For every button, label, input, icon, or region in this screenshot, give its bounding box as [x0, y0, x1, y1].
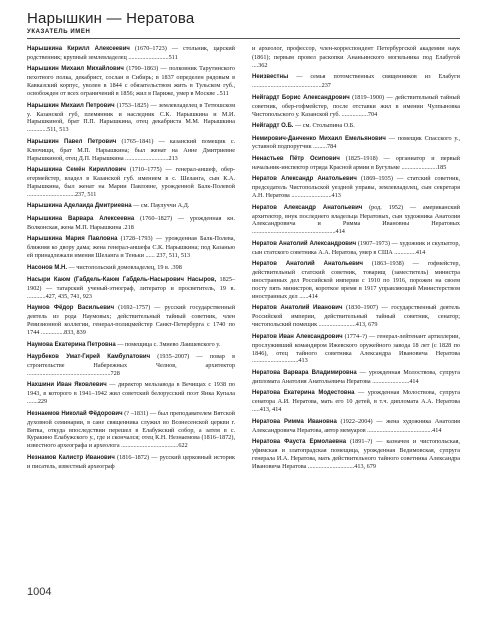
entry-name: Нератов Анатолий Анатольевич	[252, 261, 364, 268]
index-entry	[27, 166, 235, 199]
index-entry	[252, 204, 460, 237]
entry-description: — директор мельзавода в Вечищах с 1938 по 1943, в которого в 1941–1942 жил советский белорусский поэт Янка Купала	[27, 381, 235, 398]
index-column-right	[252, 45, 460, 585]
index-entry	[27, 138, 235, 163]
entry-name: Нератова Фауста Ермолаевна	[252, 439, 347, 446]
entry-pages: ..............414	[394, 248, 426, 256]
entry-name: Наумов Фёдор Васильевич	[27, 305, 115, 312]
section-label: УКАЗАТЕЛЬ ИМЕН	[27, 29, 91, 35]
entry-name: Нахшини Иван Яковлевич	[27, 382, 107, 389]
entry-pages: .............................................237	[252, 82, 331, 90]
entry-name: Насыри Каюм (Габдель-Каюм Габдель-Насырович Насыров,	[27, 277, 217, 284]
entry-pages: ......414	[299, 292, 318, 300]
index-entry	[27, 65, 235, 98]
index-entry	[252, 240, 460, 257]
entry-description: (1869–1935) — статский советник, председатель Чистопольской уездной управы, землевладелец, сын секретаря А.Н. Нератова	[252, 175, 460, 200]
entry-pages: ..............................413	[252, 357, 308, 365]
index-entry	[252, 135, 460, 152]
index-entry	[27, 304, 235, 337]
entry-pages: .....413, 414	[252, 406, 282, 414]
index-entry	[27, 264, 235, 273]
page-header	[27, 10, 460, 36]
entry-pages: ..........................................414	[367, 426, 442, 434]
index-entry	[27, 454, 235, 471]
entry-pages: ...... 237, 511, 513	[145, 252, 191, 260]
entry-name: Немирович-Данченко Михаил Емельянович	[252, 135, 386, 142]
entry-pages: ......................................................728	[27, 369, 120, 377]
entry-description: (1790–1863) — полковник Тарутинского пехотного полка, декабрист, сослан в Сибирь; в 1837 определен рядовым в Кавказский корпус, уволен в 1844 с обязательством жить в Тульском губ., освобожден от всех ограничений в 1856; жил в Париже, умер в Москве	[27, 65, 235, 98]
index-entry	[27, 341, 235, 350]
entry-pages: ........................414	[372, 377, 419, 385]
entry-description: (1765–1841) — казанский помещик с. Ключищи, брат М.П. Нарышкина; был женат на Анне Дмитриевне Нарышкиной, отец Д.П. Нарышкина	[27, 137, 236, 162]
entry-name: Нарышкин Михаил Петрович	[27, 102, 115, 109]
entry-description: (1816–1872) — русский церковный историк и писатель, известный археограф	[27, 453, 235, 470]
index-entry	[27, 410, 235, 451]
index-entry	[27, 381, 235, 406]
entry-description: (1670–1723) — стольник, царский родственник; крупный землевладелец	[27, 45, 235, 61]
index-entry	[27, 353, 235, 378]
entry-description: — урожденная Молоствова, супруга дипломата Анатолия Анатольевича Нератова	[252, 368, 460, 385]
entry-name: Нератова Римма Ивановна	[252, 418, 337, 425]
index-entry	[27, 235, 235, 260]
entry-description: — помещица с. Змиево Лаишевского у.	[115, 340, 221, 348]
entry-name: Неизвестны	[252, 74, 289, 81]
index-entry	[252, 389, 460, 414]
entry-pages: ...............833, 839	[40, 329, 86, 337]
entry-name: Нератов Анатолий Иванович	[252, 305, 343, 312]
index-entry	[252, 418, 460, 435]
index-entry	[252, 369, 460, 386]
entry-name: Наурбеков Умат-Гирей Камбулатович	[27, 354, 151, 361]
entry-name: Наумова Екатерина Петровна	[27, 341, 116, 348]
entry-pages: .......................185	[401, 163, 447, 171]
entry-description: (1935–2007) — повар в строительстве Набережных Челнов, архитектор	[27, 353, 235, 370]
entry-pages: .398	[171, 263, 182, 271]
entry-description: (1907–1973) — художник и скульптор, сын статского советника А.А. Нератова, умер в США	[252, 239, 460, 256]
entry-name: Нарышкина Аделаида Дмитриевна	[27, 203, 132, 210]
entry-description: (1710–1775) — генерал-аншеф, обер-егермейстер, владел в Казанской губ. имением в с. Шеланга, сын К.А. Нарышкина, был женат на Марии Павловне, урожденной Балк-Полевой	[27, 166, 235, 190]
entry-pages: .....................................622	[121, 442, 188, 450]
entry-description: (1922–2004) — жена художника Анатолия Александровича Нератова, автор мемуаров	[252, 417, 461, 434]
entry-name: Нарышкина Варвара Алексеевна	[27, 215, 135, 222]
entry-pages: ..........................511	[128, 53, 178, 61]
entry-name: Нейгардт О.Б.	[252, 123, 294, 130]
entry-description: 1825–1902) — татарский ученый-этнограф, литератор и просветитель, 19 в.	[27, 276, 236, 292]
entry-name: Нератова Варвара Владимировна	[252, 369, 357, 376]
index-entry	[27, 215, 235, 232]
entry-pages: ............................213	[125, 154, 178, 162]
entry-pages: .......229	[27, 398, 48, 406]
entry-name: Ненастьев Пётр Осипович	[252, 155, 340, 162]
entry-description: — помещик Спасского у., уставной подпорутчик	[252, 134, 460, 151]
entry-pages: ..............................413, 679	[307, 462, 376, 470]
entry-pages: ......................................................414	[252, 228, 345, 236]
index-entry	[27, 276, 235, 301]
entry-description: (1830–1907) — государственный деятель Российской империи, действительный тайный советник, сенатор; чистопольский помещик	[252, 304, 460, 329]
entry-description: (1863–1938) — гофмейстер, действительный статский советник, товарищ (заместитель) министра иностранных дел Российской империи с 1910 по 1916, порожен на своем посту пять министров, короткое время в 1917 управляющий Министерством иностранных дел	[252, 260, 460, 300]
entry-name: Нарышкин Михаил Михайлович	[27, 66, 124, 73]
entry-name: Нарышкина Кирилл Алексеевич	[27, 46, 130, 52]
index-entry	[252, 122, 460, 131]
entry-name: Нейгардт Борис Александрович	[252, 94, 350, 101]
index-entry	[252, 94, 460, 119]
entry-description: — см. Столыпина О.Б.	[293, 122, 355, 130]
entry-description: (1760–1827) — урожденная кн. Волконская, жена М.П. Нарышкина .218	[27, 214, 236, 231]
page-number: 1004	[27, 586, 52, 598]
header-rule	[27, 38, 460, 39]
index-column-left	[27, 45, 235, 585]
entry-pages: ..........................413	[291, 192, 341, 200]
entry-description: — урожденная Молоствова, супруга сенатора А.И. Нератова, мать его 10 детей, в т.ч. дипломата А.А. Нератова	[252, 389, 460, 406]
index-entry	[27, 202, 235, 211]
entry-name: Насонов М.Н.	[27, 264, 67, 271]
index-entry	[27, 45, 235, 62]
index-entry	[27, 102, 235, 135]
entry-pages: ........................413, 679	[318, 321, 378, 329]
entry-pages: ....362	[252, 61, 268, 69]
running-title: Нарышкин — Нератова	[27, 10, 195, 27]
index-entry	[252, 260, 460, 301]
entry-name: Нарышкина Семён Кириллович	[27, 167, 126, 174]
entry-description: (1891–?) — казначея и чистопольская, уфимская и златопрадская помещица, урожденная Ведимовская, супруга генерала И.А. Нератова, мать действительного тайного советника Александра Ивановича Нератова	[252, 438, 460, 470]
entry-name: Нарышкина Мария Павловна	[27, 236, 118, 243]
entry-name: Нератов Анатолий Александрович	[252, 240, 357, 247]
entry-pages: ...............................237, 511	[27, 190, 97, 198]
entry-pages: ............427, 435, 741, 923	[27, 292, 92, 300]
index-columns	[27, 45, 460, 585]
entry-name: Нератов Александр Анатольевич	[252, 176, 357, 183]
entry-name: Нератов Александр Анатольевич	[252, 204, 363, 211]
entry-pages: .........784	[313, 143, 337, 151]
entry-name: Нарышкин Павел Петрович	[27, 138, 117, 145]
entry-description: (1819–1900) — действительный тайный советник, обер-гофмейстер, после отставки жил в имении Чулпыновка Чистопольского у. Казанской губ.	[252, 93, 460, 118]
entry-description: — см. Паулуччи А.Д.	[131, 202, 190, 210]
entry-description: (1753–1825) — землевладелец в Тетюшском у. Казанской губ, племянник и наследник С.К. Нарышкина и М.И. Нарышкиной, брат П.П. Нарышкина, отец декабриста М.М. Нарышкина	[27, 101, 236, 126]
index-entry	[252, 304, 460, 329]
index-entry	[252, 333, 460, 366]
entry-pages: .................704	[341, 110, 378, 118]
index-entry	[252, 155, 460, 172]
entry-description: и археолог, профессор, член-корреспондент Петербургской академии наук (1861); первым провел раскопки Ананьинского могильника под Елабугой	[252, 45, 460, 61]
entry-name: Нератов Иван Александрович	[252, 333, 343, 340]
entry-name: Нератова Екатерина Модестовна	[252, 390, 355, 397]
entry-description: (? –1831) — был преподавателем Вятской духовной семинарии, в сане священника служил во Вознесенской церкви г. Вятка, откуда впоследствии перешел в Елабужский собор, а затем в с. Куракино Елабужского у., где и скончался; отец К.Н. Незнаемова (1816–1872), известного археографа и археолога	[27, 409, 235, 450]
entry-description: — семья потомственных священников из Елабуги	[288, 73, 460, 81]
entry-description: (1728–1793) — урожденная Балк-Полева, ближняя ко двору дама; жена генерал-аншефа С.К. Нарышкина; под Казанью ей принадлежали имения Шеланга и Теньки	[27, 235, 235, 260]
entry-pages: ..511	[216, 90, 229, 98]
entry-description: (1774–?) — генерал-лейтенант артиллерии, прослуживший командиром Ижевского оружейного завода 18 лет (с 1828 по 1846), отец тайного советника Александра Ивановича Нератова	[252, 332, 460, 357]
entry-description: (род. 1952) — американский архитектор, внук последнего владельца Нератовых, сын художника Анатолия Александровича и Римма Ивановны Нератовых	[252, 203, 460, 228]
index-entry	[252, 73, 460, 90]
entry-name: Незнаемов Николай Фёдорович	[27, 410, 123, 417]
entry-description: (1692–1757) — русский государственный деятель из рода Наумовых; действительный тайный советник, член Ревизионной коллегии, генерал-полицмейстер Санкт-Петербурга с 1740 по 1744	[27, 304, 236, 337]
entry-pages: .............511, 513	[27, 126, 69, 134]
entry-name: Незнамов Калистр Иванович	[27, 454, 115, 461]
index-entry	[252, 175, 460, 200]
entry-description: — чистопольский домовладелец, 19 в.	[66, 263, 171, 271]
entry-description: (1825–1918) — органиатор и первый начальник-инспектор отряда Красной армии в Бугульме	[252, 154, 460, 171]
index-entry	[252, 438, 460, 471]
index-entry	[252, 45, 460, 70]
